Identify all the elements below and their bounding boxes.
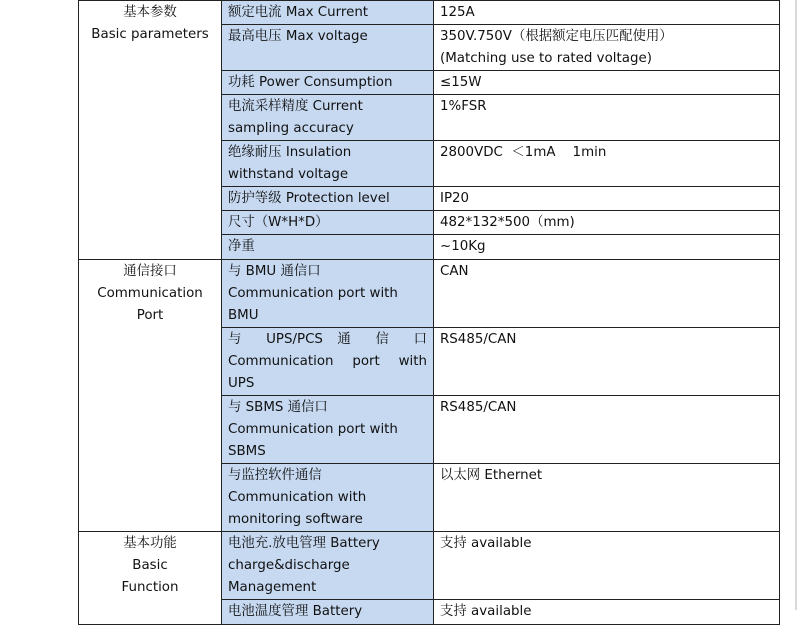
parameter-label: Communication port with — [228, 286, 398, 301]
parameter-label: 与 UPS/PCS 通 信 口 — [228, 332, 427, 347]
parameter-cell — [222, 211, 434, 235]
value-cell — [434, 600, 780, 625]
value-text: 482*132*500（mm) — [440, 215, 575, 230]
parameter-label: 电流采样精度 Current — [228, 99, 363, 114]
parameter-cell — [222, 532, 434, 600]
parameter-label: 防护等级 Protection level — [228, 191, 390, 206]
parameter-label: Communication port with — [228, 354, 427, 369]
category-label: Basic — [132, 558, 168, 573]
value-cell — [434, 532, 780, 600]
parameter-cell — [222, 95, 434, 141]
parameter-label: 绝缘耐压 Insulation — [228, 145, 352, 160]
parameter-label: BMU — [228, 308, 259, 323]
parameter-cell — [222, 187, 434, 211]
parameter-label: 净重 — [228, 239, 255, 254]
parameter-label: UPS — [228, 376, 255, 391]
value-cell — [434, 71, 780, 95]
table-row — [79, 532, 780, 600]
category-cell — [79, 532, 222, 625]
parameter-cell — [222, 260, 434, 328]
parameter-label: 最高电压 Max voltage — [228, 29, 368, 44]
value-text: ≤15W — [440, 75, 482, 90]
parameter-label: 电池充.放电管理 Battery — [228, 536, 380, 551]
parameter-label: 与 SBMS 通信口 — [228, 400, 328, 415]
value-cell — [434, 25, 780, 71]
value-text: ~10Kg — [440, 239, 486, 254]
category-label: Communication — [97, 286, 203, 301]
value-text: 支持 available — [440, 604, 532, 619]
parameter-label: charge&discharge — [228, 558, 350, 573]
value-cell — [434, 95, 780, 141]
value-text: 以太网 Ethernet — [440, 468, 543, 483]
parameter-cell — [222, 464, 434, 532]
value-text: 2800VDC ＜1mA 1min — [440, 145, 607, 160]
parameter-cell — [222, 396, 434, 464]
parameter-cell — [222, 600, 434, 625]
value-text: 支持 available — [440, 536, 532, 551]
value-cell — [434, 211, 780, 235]
parameter-label: monitoring software — [228, 512, 363, 527]
parameter-label: 电池温度管理 Battery — [228, 604, 363, 619]
value-text: RS485/CAN — [440, 400, 517, 415]
value-text: RS485/CAN — [440, 332, 517, 347]
table-row — [79, 1, 780, 25]
page-edge-divider — [795, 0, 797, 610]
value-text: CAN — [440, 264, 469, 279]
category-label: Basic parameters — [91, 27, 209, 42]
value-text: (Matching use to rated voltage) — [440, 51, 652, 66]
parameter-label: 尺寸（W*H*D） — [228, 215, 329, 230]
value-cell — [434, 1, 780, 25]
category-label: Port — [136, 308, 164, 323]
category-label: 基本功能 — [123, 536, 177, 551]
parameter-label: 功耗 Power Consumption — [228, 75, 393, 90]
value-cell — [434, 187, 780, 211]
parameter-label: Management — [228, 580, 317, 595]
parameter-cell — [222, 141, 434, 187]
parameter-label: SBMS — [228, 444, 266, 459]
value-text: 125A — [440, 5, 475, 20]
parameter-label: Communication port with — [228, 422, 398, 437]
category-cell — [79, 260, 222, 532]
value-cell — [434, 464, 780, 532]
category-label: Function — [121, 580, 179, 595]
value-cell — [434, 396, 780, 464]
value-cell — [434, 260, 780, 328]
specifications-table — [78, 0, 780, 625]
value-cell — [434, 141, 780, 187]
parameter-label: Communication with — [228, 490, 367, 505]
value-text: IP20 — [440, 191, 470, 206]
parameter-label: sampling accuracy — [228, 121, 354, 136]
parameter-label: 与监控软件通信 — [228, 468, 322, 483]
parameter-cell — [222, 25, 434, 71]
value-text: 350V.750V（根据额定电压匹配使用） — [440, 29, 673, 44]
category-cell — [79, 1, 222, 260]
parameter-label: 与 BMU 通信口 — [228, 264, 321, 279]
specifications-table-body — [79, 1, 780, 625]
table-row — [79, 260, 780, 328]
value-cell — [434, 328, 780, 396]
category-label: 通信接口 — [123, 264, 177, 279]
parameter-cell — [222, 328, 434, 396]
category-label: 基本参数 — [123, 5, 177, 20]
parameter-cell — [222, 71, 434, 95]
value-cell — [434, 235, 780, 260]
parameter-label: withstand voltage — [228, 167, 349, 182]
parameter-cell — [222, 235, 434, 260]
value-text: 1%FSR — [440, 99, 487, 114]
parameter-cell — [222, 1, 434, 25]
parameter-label: 额定电流 Max Current — [228, 5, 369, 20]
